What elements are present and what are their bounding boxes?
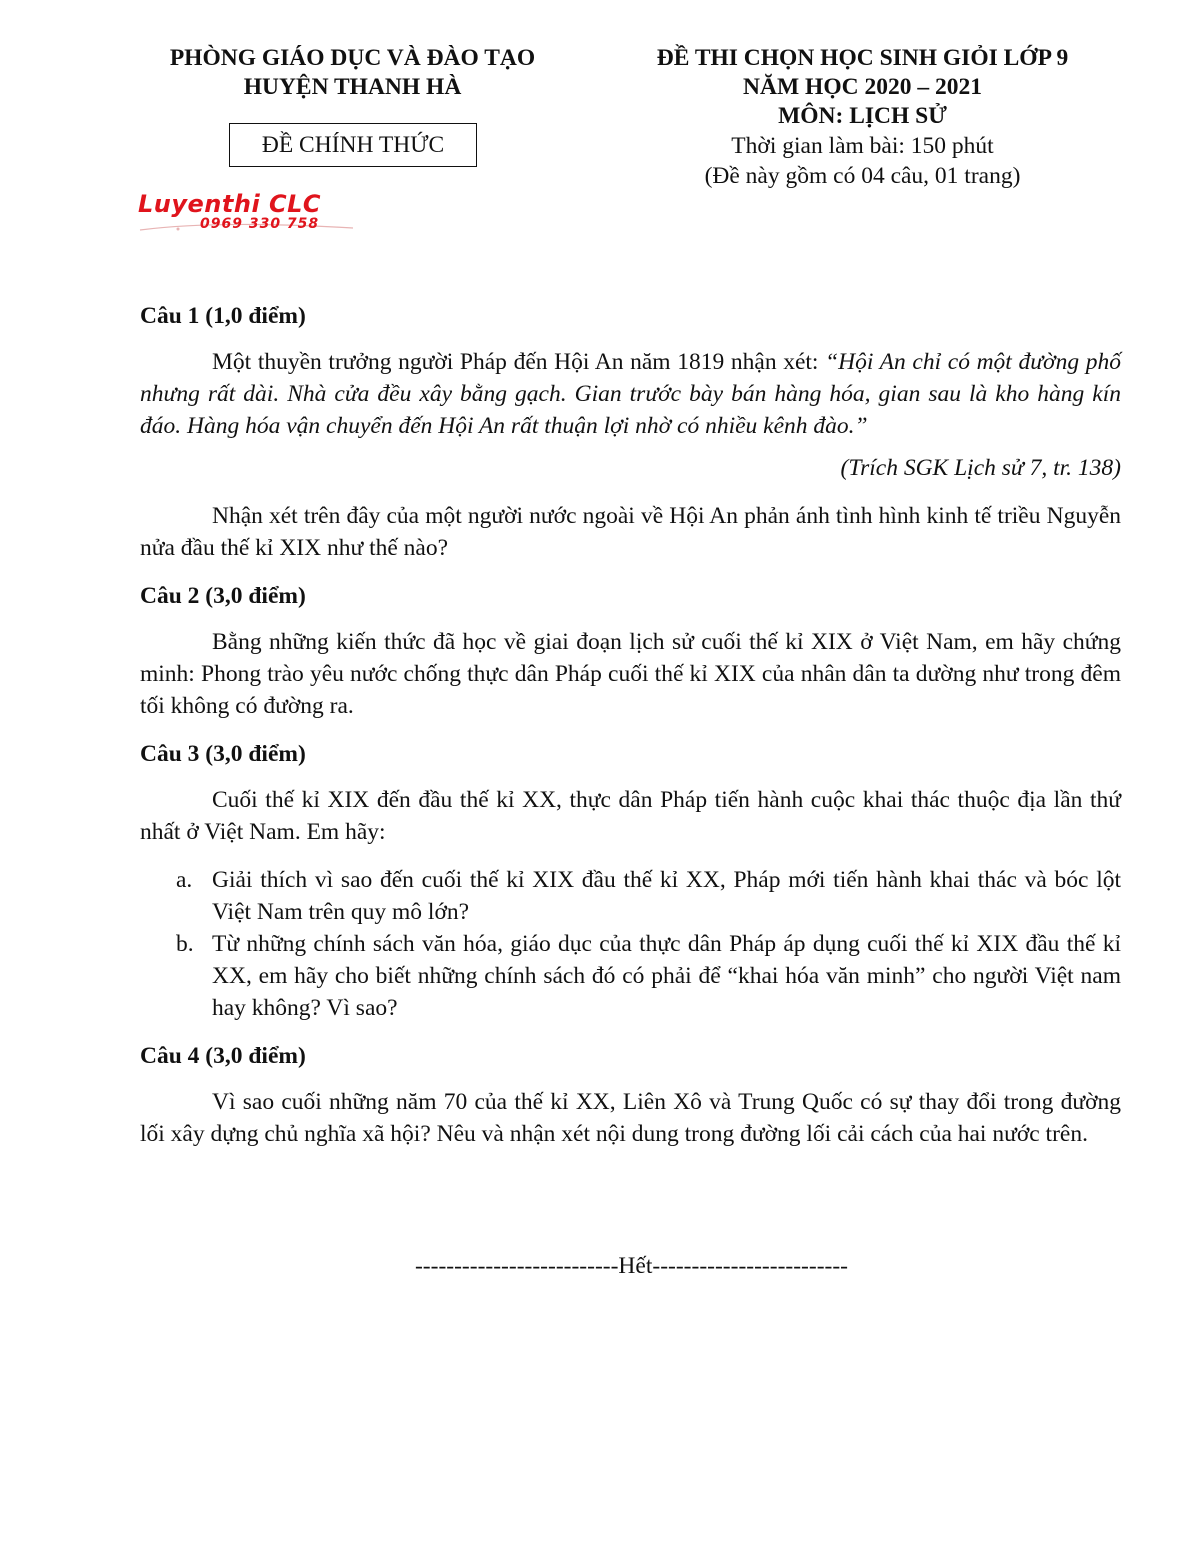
department-name: PHÒNG GIÁO DỤC VÀ ĐÀO TẠO [169, 45, 536, 71]
exam-body [140, 300, 1121, 1150]
q3-title: Câu 3 (3,0 điểm) [140, 741, 306, 767]
list-item [140, 864, 1121, 928]
q4-text: Vì sao cuối những năm 70 của thế kỉ XX, Liên Xô và Trung Quốc có sự thay đổi trong đường lối xây dựng chủ nghĩa xã hội? Nêu và nhận xét nội dung trong đường lối cải cách của hai nước trên. [140, 1089, 1121, 1147]
q1-intro: Một thuyền trưởng người Pháp đến Hội An năm 1819 nhận xét: [212, 349, 826, 375]
q1-question: Nhận xét trên đây của một người nước ngoài về Hội An phản ánh tình hình kinh tế triều Nguyễn nửa đầu thế kỉ XIX như thế nào? [140, 503, 1121, 561]
list-item-text: Giải thích vì sao đến cuối thế kỉ XIX đầu thế kỉ XX, Pháp mới tiến hành khai thác và bóc lột Việt Nam trên quy mô lớn? [212, 867, 1121, 925]
q3-list [140, 864, 1121, 1024]
list-item-text: Từ những chính sách văn hóa, giáo dục của thực dân Pháp áp dụng cuối thế kỉ XIX đầu thế kỉ XX, em hãy cho biết những chính sách đó có phải để “khai hóa văn minh” cho người Việt nam hay không? Vì sao? [212, 931, 1121, 1021]
district-name: HUYỆN THANH HÀ [243, 74, 462, 100]
watermark-logo [138, 190, 368, 240]
time-limit: Thời gian làm bài: 150 phút [731, 133, 994, 159]
q1-citation: (Trích SGK Lịch sử 7, tr. 138) [840, 455, 1121, 481]
q2-title: Câu 2 (3,0 điểm) [140, 583, 306, 609]
q2-text: Bằng những kiến thức đã học về giai đoạn lịch sử cuối thế kỉ XIX ở Việt Nam, em hãy chứng minh: Phong trào yêu nước chống thực dân Pháp cuối thế kỉ XIX của nhân dân ta dường như trong đêm tối không có đường ra. [140, 629, 1121, 719]
q1-title: Câu 1 (1,0 điểm) [140, 303, 306, 329]
q3-text: Cuối thế kỉ XIX đến đầu thế kỉ XX, thực dân Pháp tiến hành cuộc khai thác thuộc địa lần thứ nhất ở Việt Nam. Em hãy: [140, 787, 1121, 845]
official-label: ĐỀ CHÍNH THỨC [229, 123, 477, 167]
logo-brand: Luyenthi CLC [138, 190, 322, 218]
logo-phone: 0969 330 758 [200, 216, 320, 232]
page-note: (Đề này gồm có 04 câu, 01 trang) [704, 163, 1021, 189]
list-marker: b. [176, 931, 194, 957]
list-marker: a. [176, 867, 193, 893]
subject: MÔN: LỊCH SỬ [778, 103, 947, 129]
q1-quote: “Hội An chỉ có một đường phố nhưng rất dài. Nhà cửa đều xây bằng gạch. Gian trước bày bán hàng hóa, gian sau là kho hàng kín đáo. Hàng hóa vận chuyển đến Hội An rất thuận lợi nhờ có nhiều kênh đào.” [140, 349, 1121, 439]
header-left [130, 44, 575, 102]
q1-passage [140, 346, 1121, 442]
list-item [140, 928, 1121, 1024]
header-right [610, 44, 1115, 191]
exam-title: ĐỀ THI CHỌN HỌC SINH GIỎI LỚP 9 [656, 45, 1069, 71]
q4-title: Câu 4 (3,0 điểm) [140, 1043, 306, 1069]
school-year: NĂM HỌC 2020 – 2021 [743, 74, 982, 100]
end-marker: --------------------------Hết------------------------- [414, 1253, 849, 1279]
